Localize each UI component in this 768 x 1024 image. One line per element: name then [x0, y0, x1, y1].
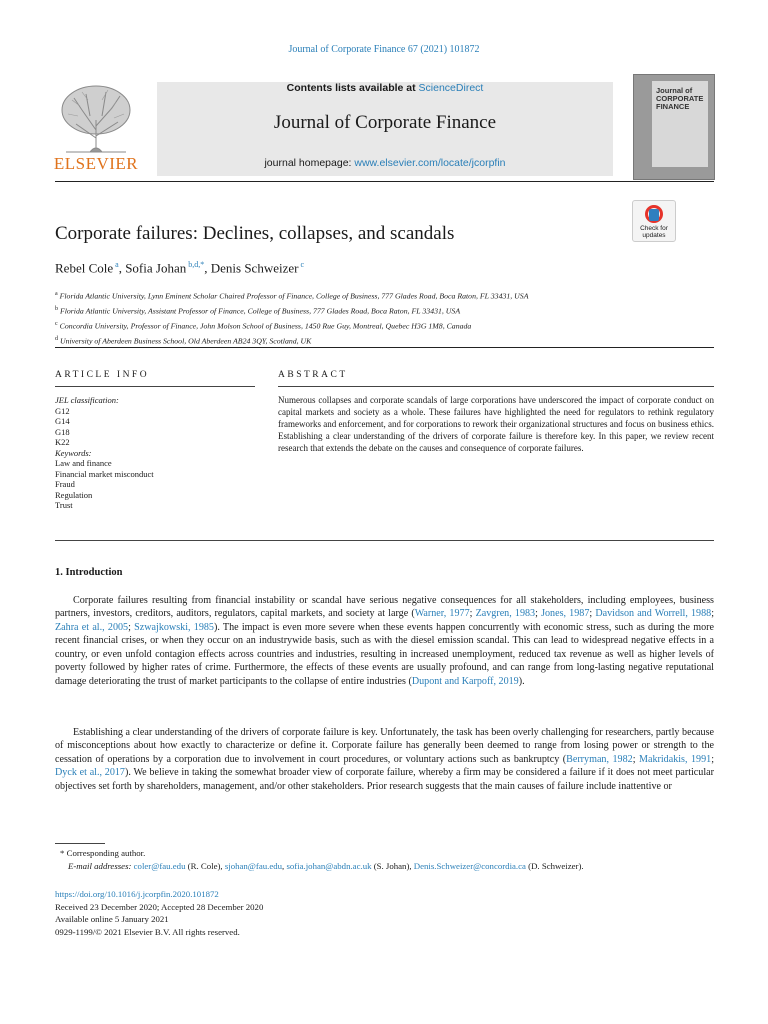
affiliation-text: Concordia University, Professor of Finance, John Molson School of Business, 1450 Rue Guy, Montreal, Quebec H3G 1M8, Canada — [57, 321, 472, 331]
email-owner: (D. Schweizer). — [525, 861, 584, 871]
citation-link[interactable]: Dupont and Karpoff, 2019 — [411, 675, 519, 687]
author-separator: , — [118, 260, 126, 276]
email-owner: , — [282, 861, 287, 871]
jel-list — [55, 406, 255, 448]
affiliation-text: Florida Atlantic University, Lynn Eminent Scholar Chaired Professor of Finance, College of Business, 777 Glades Road, Boca Raton, FL 33431, USA — [57, 291, 529, 301]
sciencedirect-link[interactable]: ScienceDirect — [418, 82, 484, 94]
affiliation-marker: c — [55, 321, 58, 328]
affiliation-text: University of Aberdeen Business School, Old Aberdeen AB24 3QY, Scotland, UK — [58, 336, 312, 346]
citation-link[interactable]: Dyck et al., 2017 — [55, 767, 125, 779]
intro-paragraph-2 — [55, 726, 714, 793]
paper-title: Corporate failures: Declines, collapses, and scandals — [55, 223, 455, 244]
abstract-text: Numerous collapses and corporate scandals of large corporations have underscored the impact of corporate conduct on capital markets and society as a whole. These failures have highlighted the need for regulators to rethink regulatory frameworks and enforcement, and for corporations to rework their organizational structures and focus on business ethics. Establishing a clear understanding of the drivers of corporate failure is therefore key. In this paper, we review recent research that extends the debate on the causes and consequence of corporate failures. — [278, 395, 714, 454]
author-name: Denis Schweizer — [210, 260, 299, 276]
jel-code: K22 — [55, 437, 70, 447]
keywords-label: Keywords: — [55, 447, 92, 458]
body-text-run: ; — [711, 753, 714, 765]
author-affiliation-marker[interactable]: b,d,* — [186, 260, 205, 269]
body-text-run: ; — [711, 608, 715, 620]
article-info-rule — [55, 386, 255, 387]
body-text-run: Establishing a clear understanding of the drivers of corporate failure is key. Unfortunately, the task has been overly challenging for researchers, partly because of misconceptions about how exactly to characterize or define it. Corporate failure has generally been deemed to range from losing power or strength to the cessation of operations by a corporation due to involvement in court procedures, or voluntary actions such as bankruptcy ( — [55, 727, 714, 765]
contents-line — [157, 82, 613, 94]
copyright: 0929-1199/© 2021 Elsevier B.V. All rights reserved. — [55, 926, 240, 937]
header-rule — [55, 181, 714, 182]
citation-link[interactable]: Berryman, 1982 — [566, 753, 633, 765]
author-name: Sofia Johan — [125, 260, 187, 276]
citation-link[interactable]: Davidson and Worrell, 1988 — [595, 608, 712, 620]
citation-link[interactable]: Warner, 1977 — [414, 608, 470, 620]
keyword: Regulation — [55, 489, 93, 500]
journal-title: Journal of Corporate Finance — [273, 112, 497, 133]
author-affiliation-marker[interactable]: a — [113, 260, 119, 269]
body-text-run: ). — [518, 675, 525, 687]
email-link[interactable]: sjohan@fau.edu — [224, 861, 283, 871]
body-text-run: Corporate failures resulting from financial instability or scandal have serious negative consequences for all stakeholders, including employees, business partners, investors, creditors, auditors, regulators, capital markets, and society at large ( — [55, 595, 714, 620]
keyword-list — [55, 458, 255, 511]
homepage-prefix: journal homepage: — [264, 157, 355, 169]
introduction-heading: 1. Introduction — [55, 567, 123, 578]
body-text-run: ). We believe in taking the somewhat broader view of corporate failure, whereby a firm may be considered a failure if it does not meet particular objectives set forth by shareholders, management, and/or other stakeholders. Prior research suggests that the main causes of failure include inattentive or — [55, 767, 714, 792]
abstract-rule — [278, 386, 714, 387]
cover-text: Journal of CORPORATE FINANCE — [656, 86, 704, 111]
abstract-heading: ABSTRACT — [278, 370, 348, 380]
check-for-updates-button[interactable] — [632, 200, 676, 242]
keyword: Fraud — [55, 479, 75, 489]
body-text-run: ; — [469, 608, 476, 620]
check-updates-label: Check for updates — [640, 225, 668, 239]
jel-code: G12 — [55, 405, 70, 416]
email-link[interactable]: sofia.johan@abdn.ac.uk — [286, 861, 372, 871]
citation-link[interactable]: Szwajkowski, 1985 — [134, 621, 214, 633]
email-addresses — [60, 860, 720, 873]
affiliation-list — [55, 288, 528, 348]
bookmark-icon — [649, 209, 659, 221]
email-owner: (S. Johan), — [371, 861, 414, 871]
body-text-run: ; — [589, 608, 596, 620]
available-online: Available online 5 January 2021 — [55, 914, 169, 924]
article-info-block — [55, 395, 255, 511]
intro-paragraph-1 — [55, 594, 714, 688]
body-text-run: ; — [632, 753, 639, 765]
body-text-run: ). The impact is even more severe when these events happen concurrently with economic stress, such as during the more recent financial crises, or when they occur on an industrywide basis, such as with the diesel emission scandal. This can lead to widespread negative effects in a country, or even unfold contagion effects across countries and industries, resulting in increased unemployment, reduced tax revenue as well as higher levels of poverty followed by higher rates of crime. Furthermore, the effects of these events are usually profound, and can range from long-lasting negative reputational damage deteriorating the trust of market participants to the collapse of entire industries ( — [55, 621, 714, 687]
journal-reference-link[interactable]: Journal of Corporate Finance 67 (2021) 101872 — [288, 44, 480, 55]
citation-link[interactable]: Makridakis, 1991 — [639, 753, 712, 765]
footnote-rule — [55, 843, 105, 844]
email-link[interactable]: Denis.Schweizer@concordia.ca — [413, 861, 526, 871]
keyword: Law and finance — [55, 458, 112, 468]
jel-code: G14 — [55, 416, 70, 426]
body-text-run: ; — [535, 608, 542, 620]
affiliation-item — [55, 318, 528, 333]
publication-info — [55, 888, 263, 938]
citation-link[interactable]: Zavgren, 1983 — [475, 608, 536, 620]
affiliation-marker: a — [55, 291, 58, 297]
keyword: Trust — [55, 500, 73, 510]
body-text-run: ; — [128, 621, 135, 633]
homepage-link[interactable]: www.elsevier.com/locate/jcorpfin — [354, 157, 506, 169]
doi-link[interactable]: https://doi.org/10.1016/j.jcorpfin.2020.101872 — [55, 889, 219, 899]
corresponding-author-note: * Corresponding author. — [60, 848, 146, 858]
affiliation-item — [55, 303, 528, 318]
article-info-heading: ARTICLE INFO — [55, 370, 150, 380]
email-link[interactable]: coler@fau.edu — [133, 861, 186, 871]
jel-code: G18 — [55, 426, 70, 437]
email-owner: (R. Cole), — [185, 861, 225, 871]
contents-prefix: Contents lists available at — [286, 82, 419, 94]
footnote — [60, 847, 720, 873]
author-list — [55, 260, 304, 276]
affiliation-marker: b — [55, 306, 58, 313]
author-name: Rebel Cole — [55, 260, 114, 276]
affiliation-item — [55, 288, 528, 303]
affiliation-marker: d — [55, 336, 58, 343]
abstract-end-rule — [55, 540, 714, 541]
citation-link[interactable]: Zahra et al., 2005 — [55, 621, 129, 633]
journal-cover-thumbnail[interactable] — [633, 74, 715, 180]
affiliation-text: Florida Atlantic University, Assistant Professor of Finance, College of Business, 777 Glades Road, Boca Raton, FL 33431, USA — [58, 306, 461, 316]
author-affiliation-marker[interactable]: c — [298, 260, 305, 269]
email-label: E-mail addresses: — [68, 861, 134, 871]
publisher-wordmark: ELSEVIER — [53, 154, 139, 173]
jel-label: JEL classification: — [55, 395, 119, 405]
affiliation-rule — [55, 347, 714, 348]
citation-link[interactable]: Jones, 1987 — [541, 608, 590, 620]
author-separator: , — [204, 260, 211, 276]
keyword: Financial market misconduct — [55, 468, 154, 479]
homepage-line — [157, 157, 613, 169]
received-dates: Received 23 December 2020; Accepted 28 December 2020 — [55, 901, 264, 912]
